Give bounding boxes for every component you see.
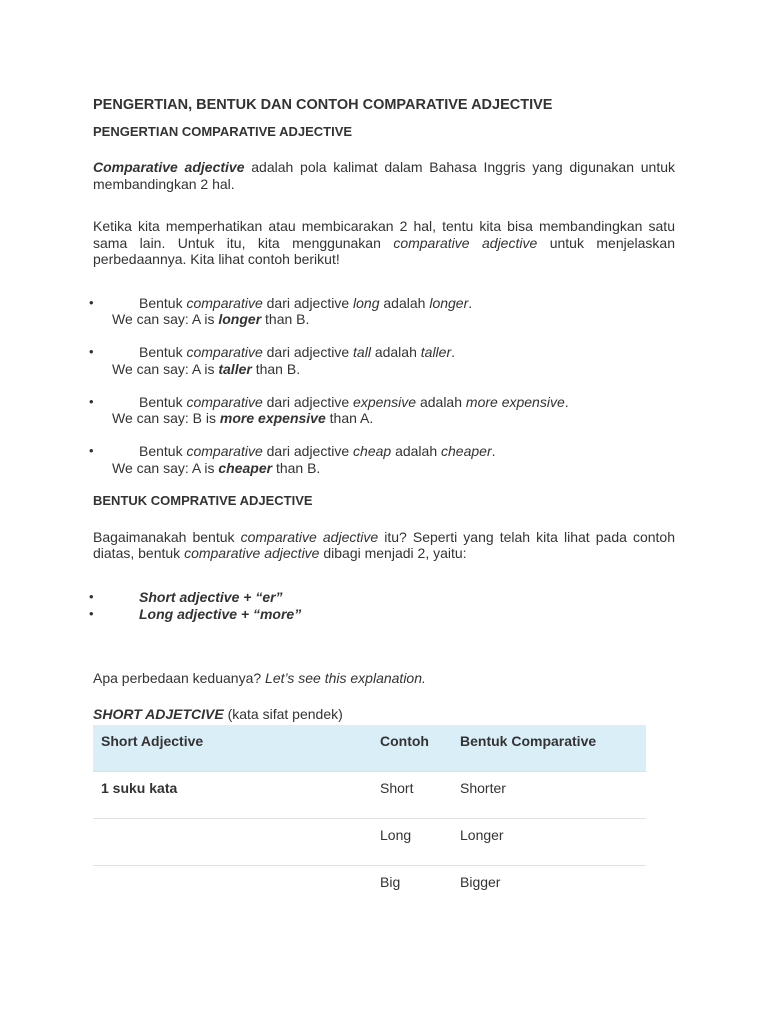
table-cell: Long — [372, 818, 452, 865]
table-header-cell: Contoh — [372, 725, 452, 772]
section-heading-pengertian: PENGERTIAN COMPARATIVE ADJECTIVE — [93, 123, 353, 139]
example-text: dari adjective — [262, 294, 354, 311]
example-adjective: long — [353, 294, 380, 311]
table-caption-text: (kata sifat pendek) — [223, 706, 343, 722]
examples-list — [89, 294, 675, 477]
example-sentence: than B. — [261, 311, 310, 327]
list-item — [89, 344, 675, 377]
definition-text: adalah pola kalimat dalam Bahasa Inggris yang digunakan untuk membandingkan 2 hal. — [93, 159, 676, 192]
example-form: taller — [420, 344, 452, 360]
table-row — [93, 818, 646, 865]
example-text: dari adjective — [262, 443, 354, 459]
form-short-adjective: Short adjective + “er” — [139, 588, 283, 605]
intro-term: comparative adjective — [393, 234, 538, 251]
example-adjective: tall — [353, 344, 371, 360]
list-item — [89, 443, 675, 476]
example-term: comparative — [186, 294, 263, 311]
example-text: adalah — [391, 443, 442, 459]
example-sentence-bold: more expensive — [219, 410, 326, 426]
bullet-icon: • — [89, 344, 94, 359]
example-form: cheaper — [441, 443, 492, 459]
paragraph-forms-intro — [93, 529, 675, 562]
example-sentence: than B. — [272, 459, 321, 476]
example-term: comparative — [186, 443, 263, 459]
term-comparative-adjective: Comparative adjective — [93, 159, 245, 175]
table-cell: Big — [372, 865, 452, 912]
table-cell: 1 suku kata — [93, 771, 372, 818]
example-text: adalah — [416, 393, 466, 410]
bullet-icon: • — [89, 588, 94, 604]
example-text: Bentuk — [139, 294, 187, 311]
bullet-icon: • — [89, 605, 94, 621]
example-sentence: We can say: A is — [112, 311, 219, 327]
list-item — [89, 393, 675, 427]
example-text: adalah — [379, 294, 430, 311]
bullet-icon: • — [89, 294, 94, 310]
table-cell: Longer — [452, 818, 646, 865]
example-form: more expensive — [465, 393, 565, 410]
forms-intro-text: itu? Seperti yang telah kita lihat pada contoh diatas, bentuk — [93, 528, 675, 561]
example-text: . — [491, 443, 496, 459]
intro-text-a: Ketika kita memperhatikan atau membicarakan 2 hal, tentu kita bisa membandingkan satu sama lain. Untuk itu, kita menggunakan — [93, 218, 675, 251]
bullet-icon: • — [89, 443, 94, 458]
example-term: comparative — [186, 344, 263, 360]
example-adjective: expensive — [353, 393, 417, 410]
list-item — [89, 605, 675, 623]
form-long-adjective: Long adjective + “more” — [139, 605, 302, 622]
example-text: adalah — [370, 344, 421, 360]
forms-intro-term: comparative adjective — [240, 528, 379, 545]
example-text: dari adjective — [262, 344, 354, 360]
table-header-cell: Bentuk Comparative — [452, 725, 646, 772]
example-sentence-bold: longer — [218, 311, 262, 327]
table-row — [93, 771, 646, 818]
example-sentence: We can say: A is — [112, 360, 219, 377]
table-header-cell: Short Adjective — [93, 725, 372, 772]
short-adjective-table — [93, 725, 646, 912]
paragraph-definition — [93, 159, 675, 192]
list-item — [89, 588, 675, 606]
document-title: PENGERTIAN, BENTUK DAN CONTOH COMPARATIVE ADJECTIVE — [93, 97, 553, 113]
example-sentence: We can say: B is — [112, 410, 220, 426]
table-header-row — [93, 725, 646, 772]
example-adjective: cheap — [353, 443, 392, 459]
table-cell: Short — [372, 771, 452, 818]
example-text: Bentuk — [139, 344, 187, 360]
example-text: Bentuk — [139, 393, 187, 410]
example-sentence: than A. — [325, 410, 374, 426]
list-item — [89, 294, 675, 328]
table-row — [93, 865, 646, 912]
difference-text: Apa perbedaan keduanya? — [93, 669, 266, 686]
table-cell: Bigger — [452, 865, 646, 912]
table-caption-bold: SHORT ADJETCIVE — [93, 706, 224, 722]
difference-text-italic: Let’s see this explanation. — [265, 669, 426, 686]
example-text: . — [564, 393, 569, 410]
example-sentence-bold: taller — [218, 360, 252, 377]
forms-intro-term: comparative adjective — [184, 545, 320, 561]
forms-intro-text: dibagi menjadi 2, yaitu: — [319, 545, 467, 561]
example-text: . — [468, 294, 473, 311]
paragraph-intro — [93, 218, 675, 268]
table-caption — [93, 706, 675, 723]
forms-intro-text: Bagaimanakah bentuk — [93, 528, 241, 545]
example-text: dari adjective — [262, 393, 354, 410]
forms-list — [89, 588, 675, 623]
document-page — [89, 97, 676, 912]
intro-text-b: untuk menjelaskan perbedaannya. Kita lihat contoh berikut! — [93, 234, 675, 267]
example-sentence: We can say: A is — [112, 459, 219, 476]
table-cell — [93, 818, 372, 865]
example-sentence: than B. — [251, 360, 301, 377]
example-text: . — [451, 344, 456, 360]
table-cell — [93, 865, 372, 912]
paragraph-difference — [93, 670, 675, 687]
example-text: Bentuk — [139, 443, 187, 459]
example-sentence-bold: cheaper — [218, 459, 273, 476]
example-term: comparative — [186, 393, 263, 410]
example-form: longer — [429, 294, 469, 311]
table-cell: Shorter — [452, 771, 646, 818]
section-heading-bentuk: BENTUK COMPRATIVE ADJECTIVE — [93, 493, 313, 508]
bullet-icon: • — [89, 393, 94, 409]
